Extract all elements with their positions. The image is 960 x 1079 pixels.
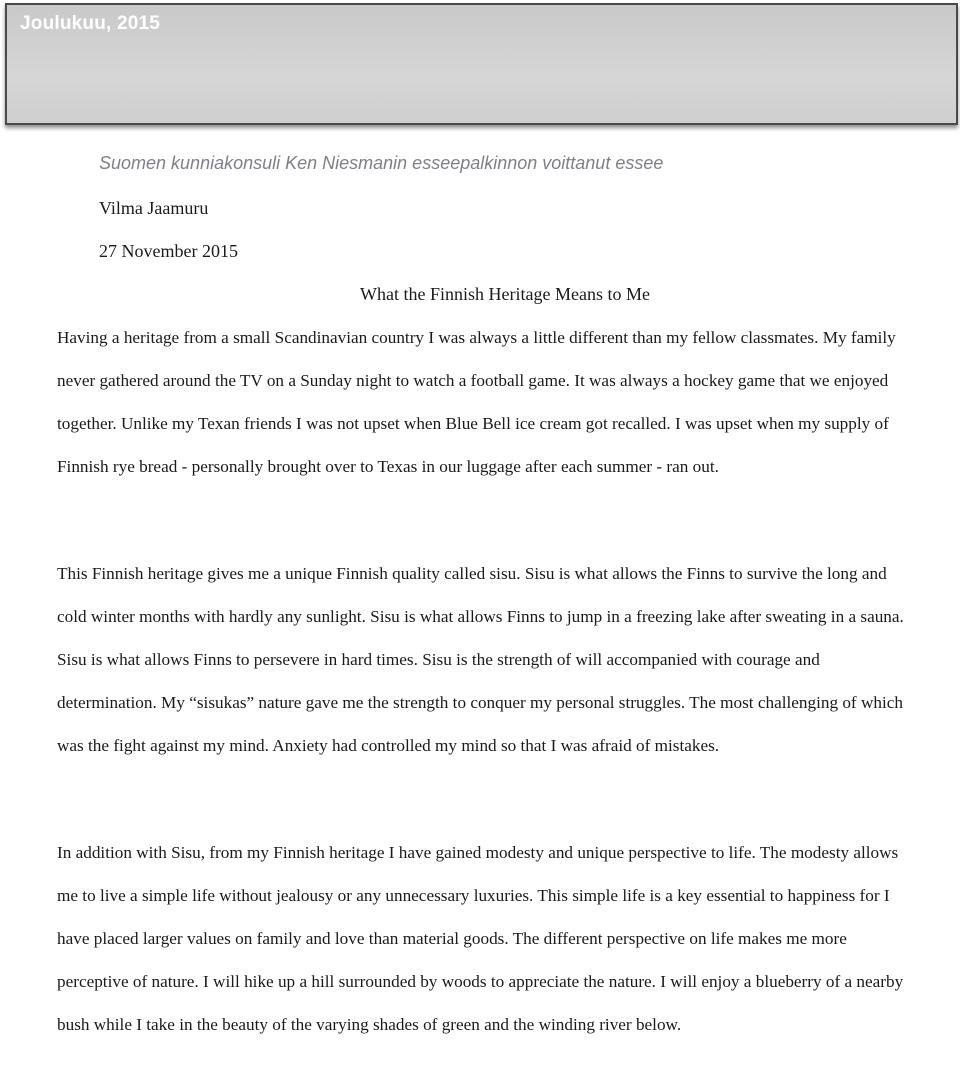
paragraph-sisu: This Finnish heritage gives me a unique Finnish quality called sisu. Sisu is what allows the Finns to survive the long and cold winter months with hardly any sunlight. Sisu is what allows Finns to jump in a freezing lake after sweating in a sauna. Sisu is what allows Finns to persevere in hard times. Sisu is the strength of will accompanied with courage and determination. My “sisukas” nature gave me the strength to conquer my personal struggles. The most challenging of which was the fight against my mind. Anxiety had controlled my mind so that I was afraid of mistakes. [57,564,904,755]
header-title: Joulukuu, 2015 [20,13,161,34]
header-band [5,3,958,125]
author-name: Vilma Jaamuru [99,198,209,218]
paragraph-heritage: Having a heritage from a small Scandinavian country I was always a little different than my fellow classmates. My family never gathered around the TV on a Sunday night to watch a football game. It was always a hockey game that we enjoyed together. Unlike my Texan friends I was not upset when Blue Bell ice cream got recalled. I was upset when my supply of Finnish rye bread - personally brought over to Texas in our luggage after each summer - ran out. [57,328,896,476]
essay-award-subtitle: Suomen kunniakonsuli Ken Niesmanin esseepalkinnon voittanut essee [99,153,664,173]
essay-date: 27 November 2015 [99,241,238,261]
paragraph-modesty: In addition with Sisu, from my Finnish heritage I have gained modesty and unique perspective to life. The modesty allows me to live a simple life without jealousy or any unnecessary luxuries. This simple life is a key essential to happiness for I have placed larger values on family and love than material goods. The different perspective on life makes me more perceptive of nature. I will hike up a hill surrounded by woods to appreciate the nature. I will enjoy a blueberry of a nearby bush while I take in the beauty of the varying shades of green and the winding river below. [57,843,904,1034]
essay-title: What the Finnish Heritage Means to Me [360,284,650,304]
